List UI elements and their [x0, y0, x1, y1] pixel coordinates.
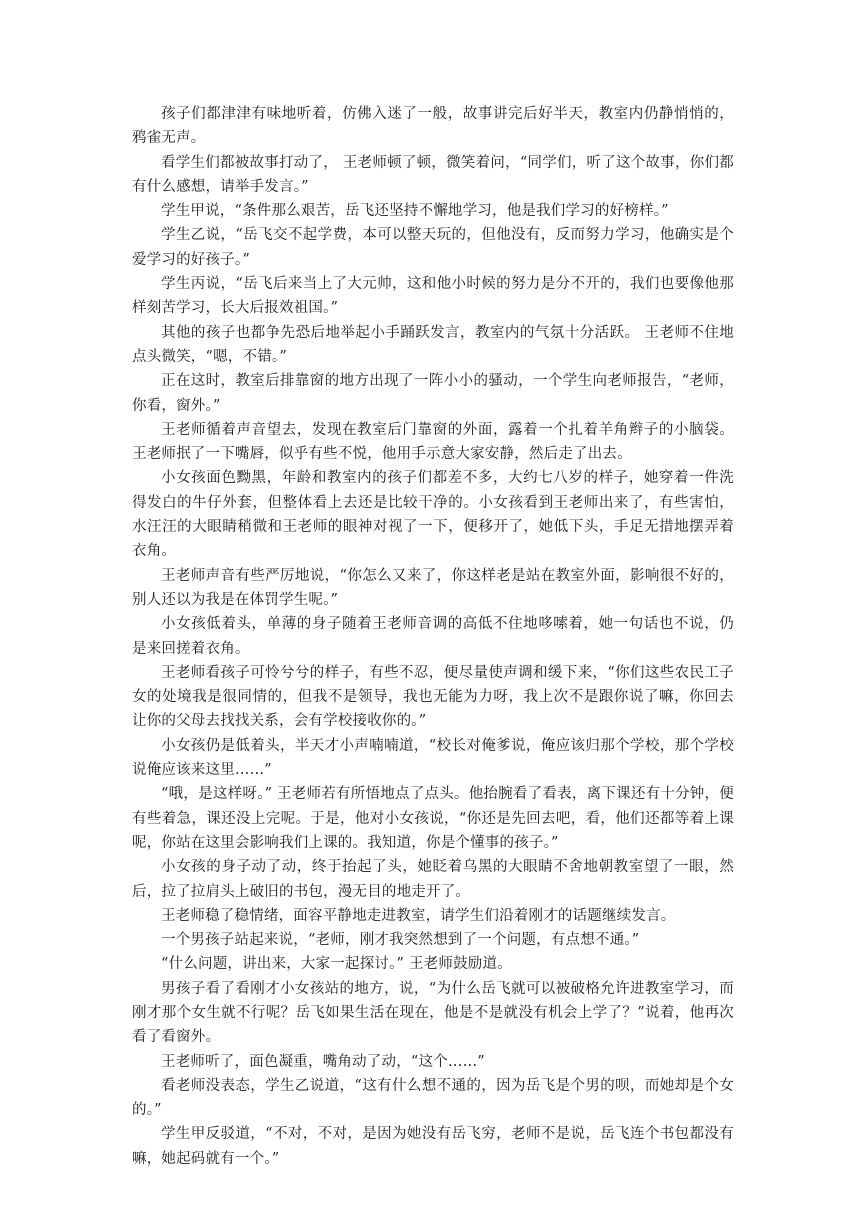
- paragraph: 男孩子看了看刚才小女孩站的地方，说，“为什么岳飞就可以被破格允许进教室学习，而刚才那个女生就不行呢？岳飞如果生活在现在，他是不是就没有机会上学了？”说着，他再次看了看窗外。: [132, 980, 734, 1046]
- paragraph: “哦，是这样呀。” 王老师若有所悟地点了点头。他抬腕看了看表，离下课还有十分钟，便有些着急，课还没上完呢。于是，他对小女孩说，“你还是先回去吧，看，他们还都等着上课呢，你站在这里会影响我们上课的。我知道，你是个懂事的孩子。”: [132, 786, 734, 851]
- paragraph: 看老师没表态，学生乙说道，“这有什么想不通的，因为岳飞是个男的呗，而她却是个女的。”: [132, 1077, 734, 1119]
- paragraph: 王老师稳了稳情绪，面容平静地走进教室，请学生们沿着刚才的话题继续发言。: [161, 907, 676, 924]
- paragraph: 小女孩低着头，单薄的身子随着王老师音调的高低不住地哆嗦着，她一句话也不说，仍是来回搓着衣角。: [132, 616, 734, 657]
- paragraph: 小女孩面色黝黑，年龄和教室内的孩子们都差不多，大约七八岁的样子，她穿着一件洗得发白的牛仔外套，但整体看上去还是比较干净的。小女孩看到王老师出来了，有些害怕，水汪汪的大眼睛稍微和王老师的眼神对视了一下，便移开了，她低下头，手足无措地摆弄着衣角。: [132, 470, 734, 560]
- paragraph: 王老师看孩子可怜兮兮的样子，有些不忍，便尽量使声调和缓下来，“你们这些农民工子女的处境我是很同情的，但我不是领导，我也无能为力呀，我上次不是跟你说了嘛，你回去让你的父母去找找关系，会有学校接收你的。”: [132, 664, 734, 730]
- paragraph: 小女孩仍是低着头，半天才小声喃喃道，“校长对俺爹说，俺应该归那个学校，那个学校说俺应该来这里……”: [132, 737, 734, 779]
- paragraph: 孩子们都津津有味地听着，仿佛入迷了一般，故事讲完后好半天，教室内仍静悄悄的，鸦雀无声。: [132, 106, 734, 147]
- paragraph: 小女孩的身子动了动，终于抬起了头，她眨着乌黑的大眼睛不舍地朝教室望了一眼，然后，拉了拉肩头上破旧的书包，漫无目的地走开了。: [132, 859, 734, 900]
- paragraph: 其他的孩子也都争先恐后地举起小手踊跃发言，教室内的气氛十分活跃。 王老师不住地点头微笑，“嗯，不错。”: [132, 324, 734, 365]
- paragraph: 王老师声音有些严厉地说，“你怎么又来了，你这样老是站在教室外面，影响很不好的，别人还以为我是在体罚学生呢。”: [132, 567, 734, 608]
- paragraph: 学生甲说，“条件那么艰苦，岳飞还坚持不懈地学习，他是我们学习的好榜样。”: [161, 203, 669, 220]
- paragraph: 学生甲反驳道，“不对，不对，是因为她没有岳飞穷，老师不是说，岳飞连个书包都没有嘛，她起码就有一个。”: [132, 1126, 734, 1167]
- paragraph: 学生丙说，“岳飞后来当上了大元帅，这和他小时候的努力是分不开的，我们也要像他那样刻苦学习，长大后报效祖国。”: [132, 276, 734, 317]
- story-text: [132, 102, 734, 1171]
- paragraph: 正在这时，教室后排靠窗的地方出现了一阵小小的骚动，一个学生向老师报告，“老师，你看，窗外。”: [132, 373, 734, 414]
- paragraph: 学生乙说，“岳飞交不起学费，本可以整天玩的，但他没有，反而努力学习，他确实是个爱学习的好孩子。”: [132, 227, 734, 268]
- paragraph: “什么问题，讲出来，大家一起探讨。” 王老师鼓励道。: [161, 956, 512, 973]
- paragraph: 一个男孩子站起来说，“老师，刚才我突然想到了一个问题，有点想不通。”: [161, 932, 640, 949]
- paragraph: 看学生们都被故事打动了， 王老师顿了顿，微笑着问，“同学们，听了这个故事，你们都有什么感想，请举手发言。”: [132, 154, 734, 195]
- paragraph: 王老师听了，面色凝重，嘴角动了动，“这个……”: [161, 1053, 485, 1070]
- paragraph: 王老师循着声音望去，发现在教室后门靠窗的外面，露着一个扎着羊角辫子的小脑袋。王老师抿了一下嘴唇，似乎有些不悦，他用手示意大家安静，然后走了出去。: [132, 421, 734, 463]
